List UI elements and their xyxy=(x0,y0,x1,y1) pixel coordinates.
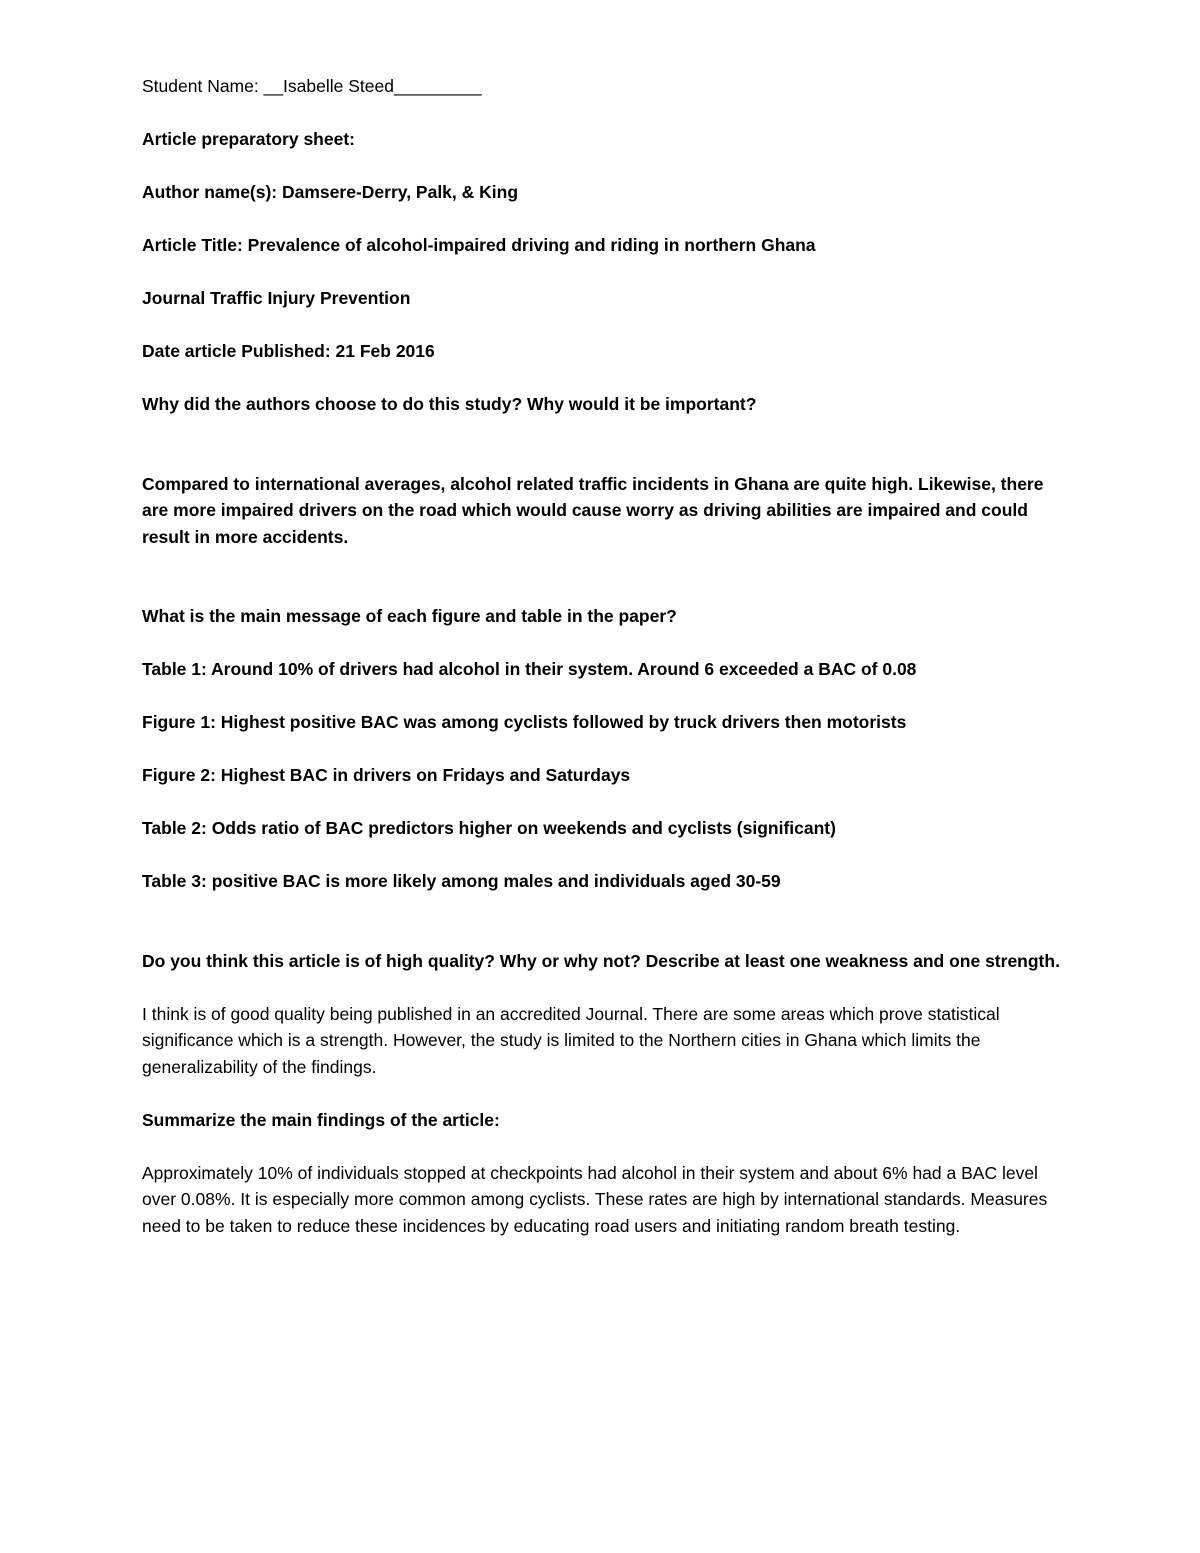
question-quality: Do you think this article is of high quality? Why or why not? Describe at least one weakness and one strength. xyxy=(142,950,1060,971)
answer-quality: I think is of good quality being published in an accredited Journal. There are some areas which prove statistical significance which is a strength. However, the study is limited to the Northern cities in Ghana which limits the generalizability of the findings. xyxy=(142,1003,1000,1077)
answer-summary: Approximately 10% of individuals stopped at checkpoints had alcohol in their system and about 6% had a BAC level over 0.08%. It is especially more common among cyclists. These rates are high by international standards. Measures need to be taken to reduce these incidences by educating road users and initiating random breath testing. xyxy=(142,1162,1048,1236)
figure-table-item: Table 1: Around 10% of drivers had alcohol in their system. Around 6 exceeded a BAC of 0.08 xyxy=(142,659,917,679)
figure-table-item: Figure 2: Highest BAC in drivers on Fridays and Saturdays xyxy=(142,765,631,785)
article-title: Article Title: Prevalence of alcohol-impaired driving and riding in northern Ghana xyxy=(142,235,816,255)
student-name-line: Student Name: __Isabelle Steed_________ xyxy=(142,76,482,96)
answer-why-study: Compared to international averages, alcohol related traffic incidents in Ghana are quite high. Likewise, there are more impaired drivers on the road which would cause worry as driving abilities are impaired and could result in more accidents. xyxy=(142,473,1044,547)
document-body xyxy=(142,73,1062,1239)
question-why-study: Why did the authors choose to do this study? Why would it be important? xyxy=(142,394,757,414)
sheet-title: Article preparatory sheet: xyxy=(142,129,355,149)
question-summary: Summarize the main findings of the article: xyxy=(142,1109,500,1130)
figure-table-item: Table 2: Odds ratio of BAC predictors higher on weekends and cyclists (significant) xyxy=(142,818,836,838)
figure-table-item: Table 3: positive BAC is more likely among males and individuals aged 30-59 xyxy=(142,871,781,891)
journal-name: Journal Traffic Injury Prevention xyxy=(142,288,411,308)
question-figures-tables: What is the main message of each figure and table in the paper? xyxy=(142,606,677,626)
date-published: Date article Published: 21 Feb 2016 xyxy=(142,341,435,361)
author-names: Author name(s): Damsere-Derry, Palk, & King xyxy=(142,182,519,202)
figure-table-item: Figure 1: Highest positive BAC was among cyclists followed by truck drivers then motorists xyxy=(142,712,907,732)
